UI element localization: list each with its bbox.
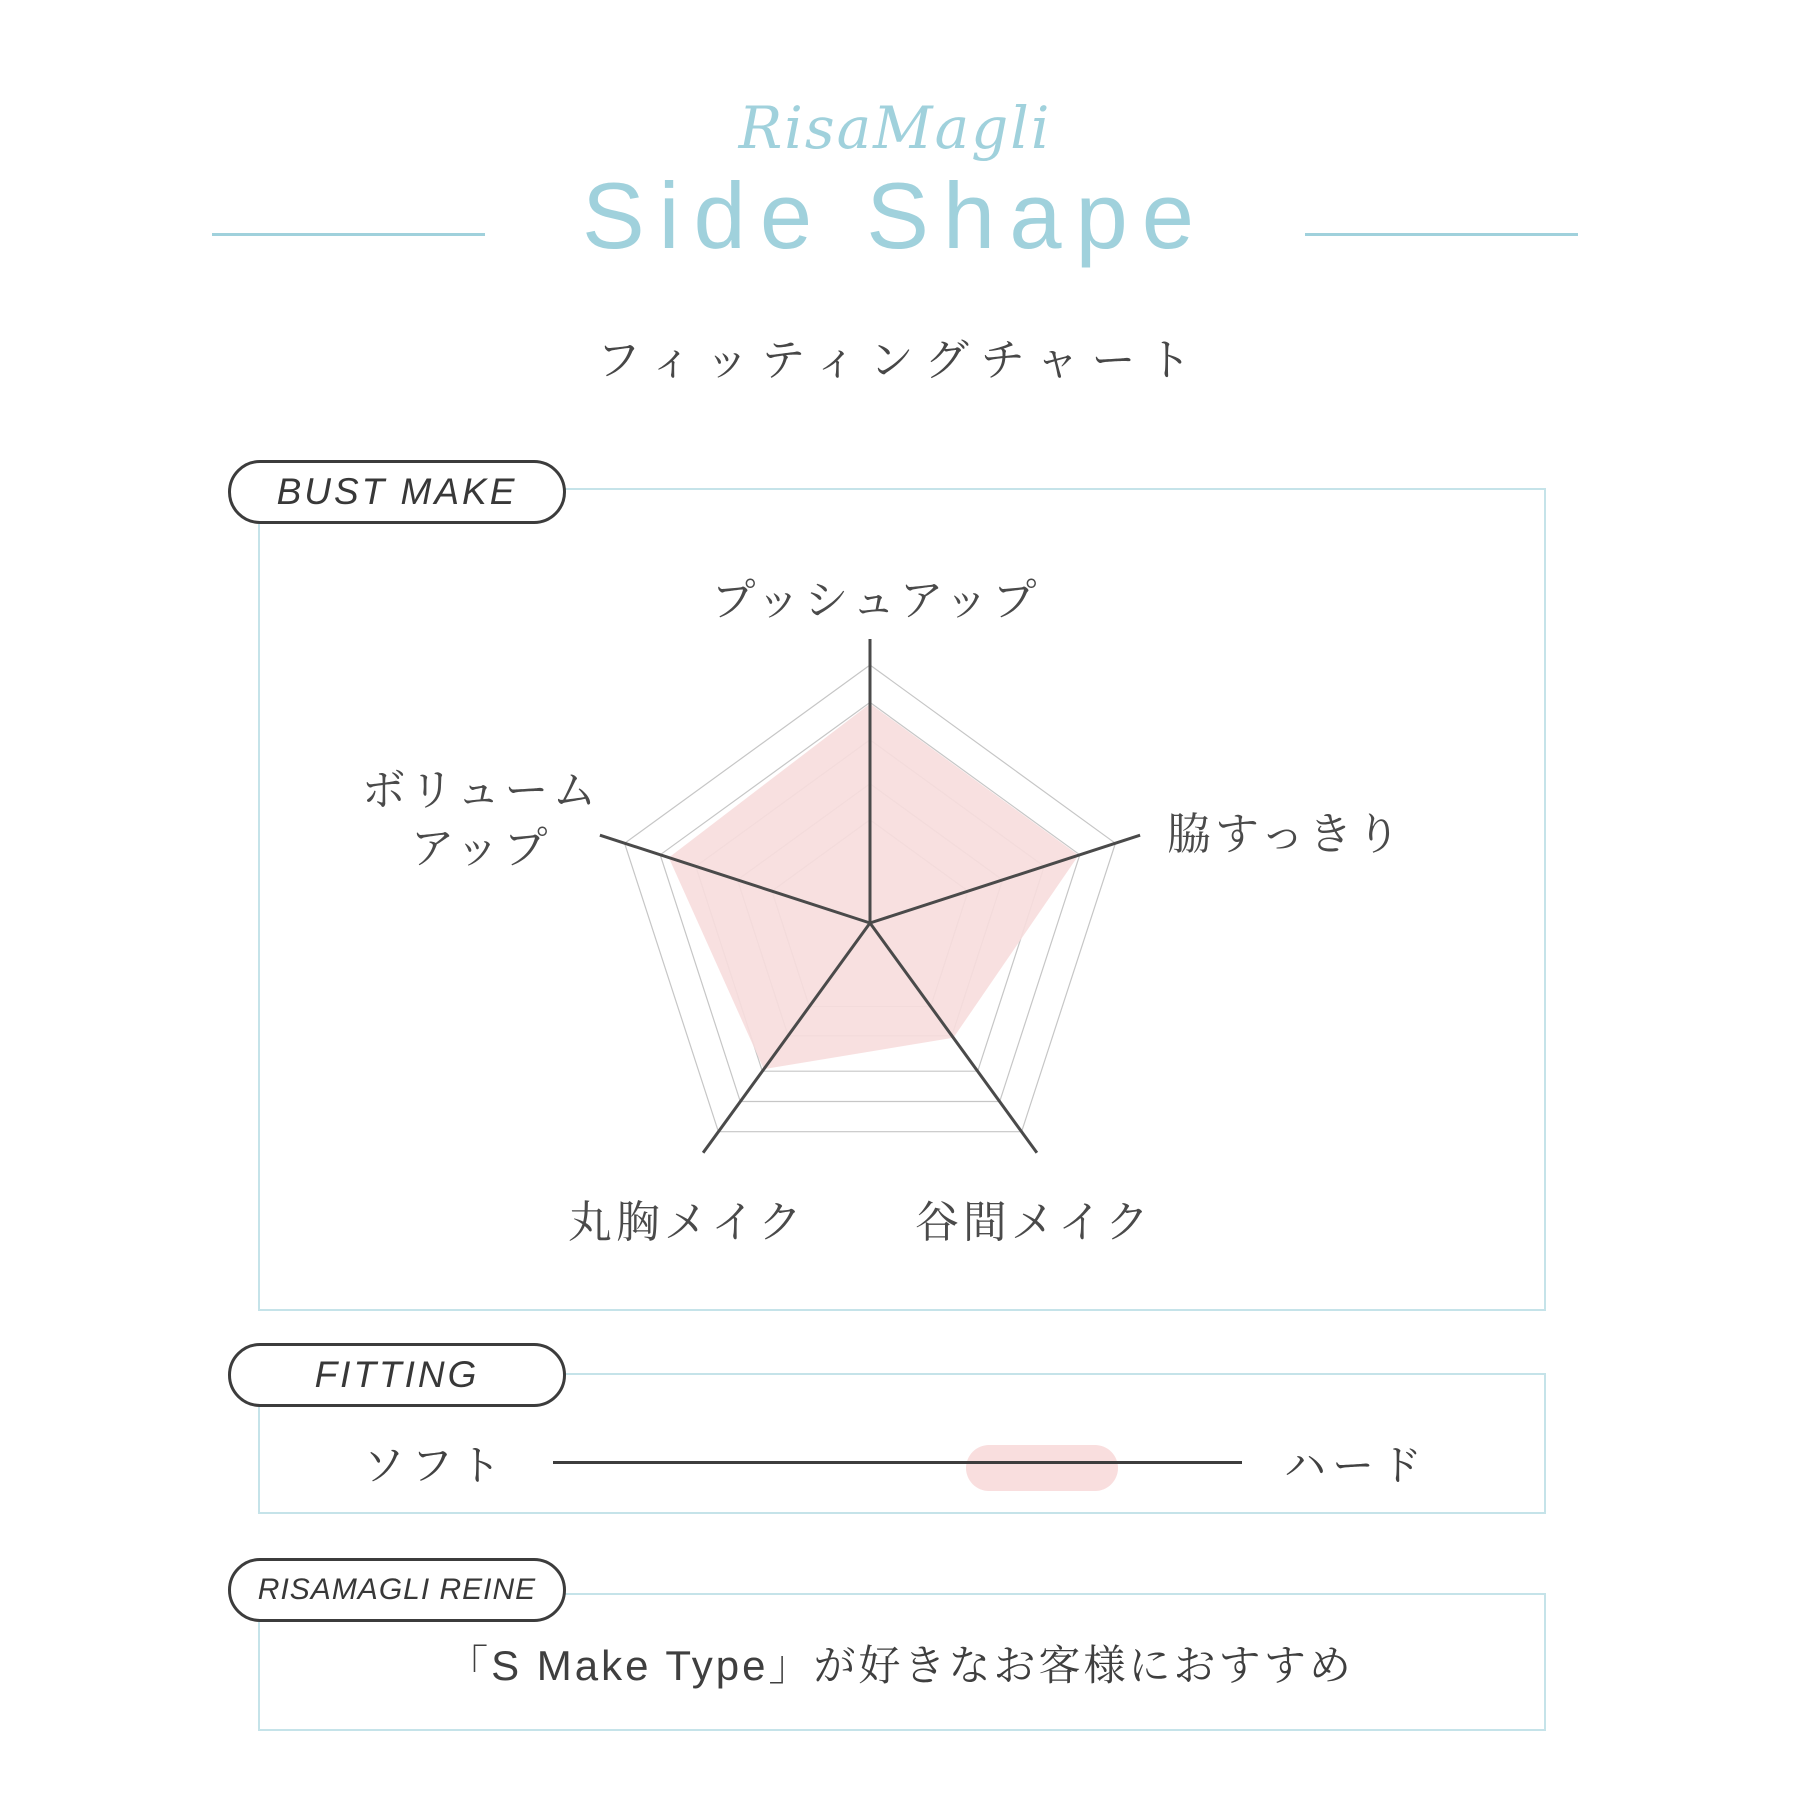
fitting-badge <box>228 1343 566 1407</box>
fitting-marker <box>966 1445 1118 1491</box>
radar-label-pushup: プッシュアップ <box>711 576 1041 625</box>
page-subtitle: フィッティングチャート <box>596 336 1204 385</box>
title-divider-right <box>1305 233 1578 236</box>
radar-label-volume-line2: アップ <box>410 824 552 873</box>
reine-badge <box>228 1558 566 1622</box>
bust-make-badge <box>228 460 566 524</box>
title-divider-left <box>212 233 485 236</box>
fitting-hard-label: ハード <box>1283 1442 1429 1489</box>
radar-label-tanima: 谷間メイク <box>914 1198 1154 1247</box>
fitting-soft-label: ソフト <box>362 1442 508 1489</box>
brand-logo: RisaMagli <box>738 94 1052 162</box>
radar-label-volume-up <box>353 762 609 878</box>
radar-label-volume-line1: ボリューム <box>361 766 601 815</box>
bust-make-badge-label: BUST MAKE <box>276 471 518 512</box>
fitting-badge-label: FITTING <box>314 1354 480 1395</box>
radar-label-marumune: 丸胸メイク <box>567 1198 807 1247</box>
radar-label-waki: 脇すっきり <box>1167 810 1405 859</box>
page-title: Side Shape <box>581 163 1209 268</box>
reine-badge-label: RISAMAGLI REINE <box>257 1573 537 1606</box>
fitting-scale-line <box>553 1461 1242 1464</box>
radar-chart <box>560 620 1180 1180</box>
recommendation-text: 「S Make Type」が好きなお客様におすすめ <box>446 1642 1354 1689</box>
